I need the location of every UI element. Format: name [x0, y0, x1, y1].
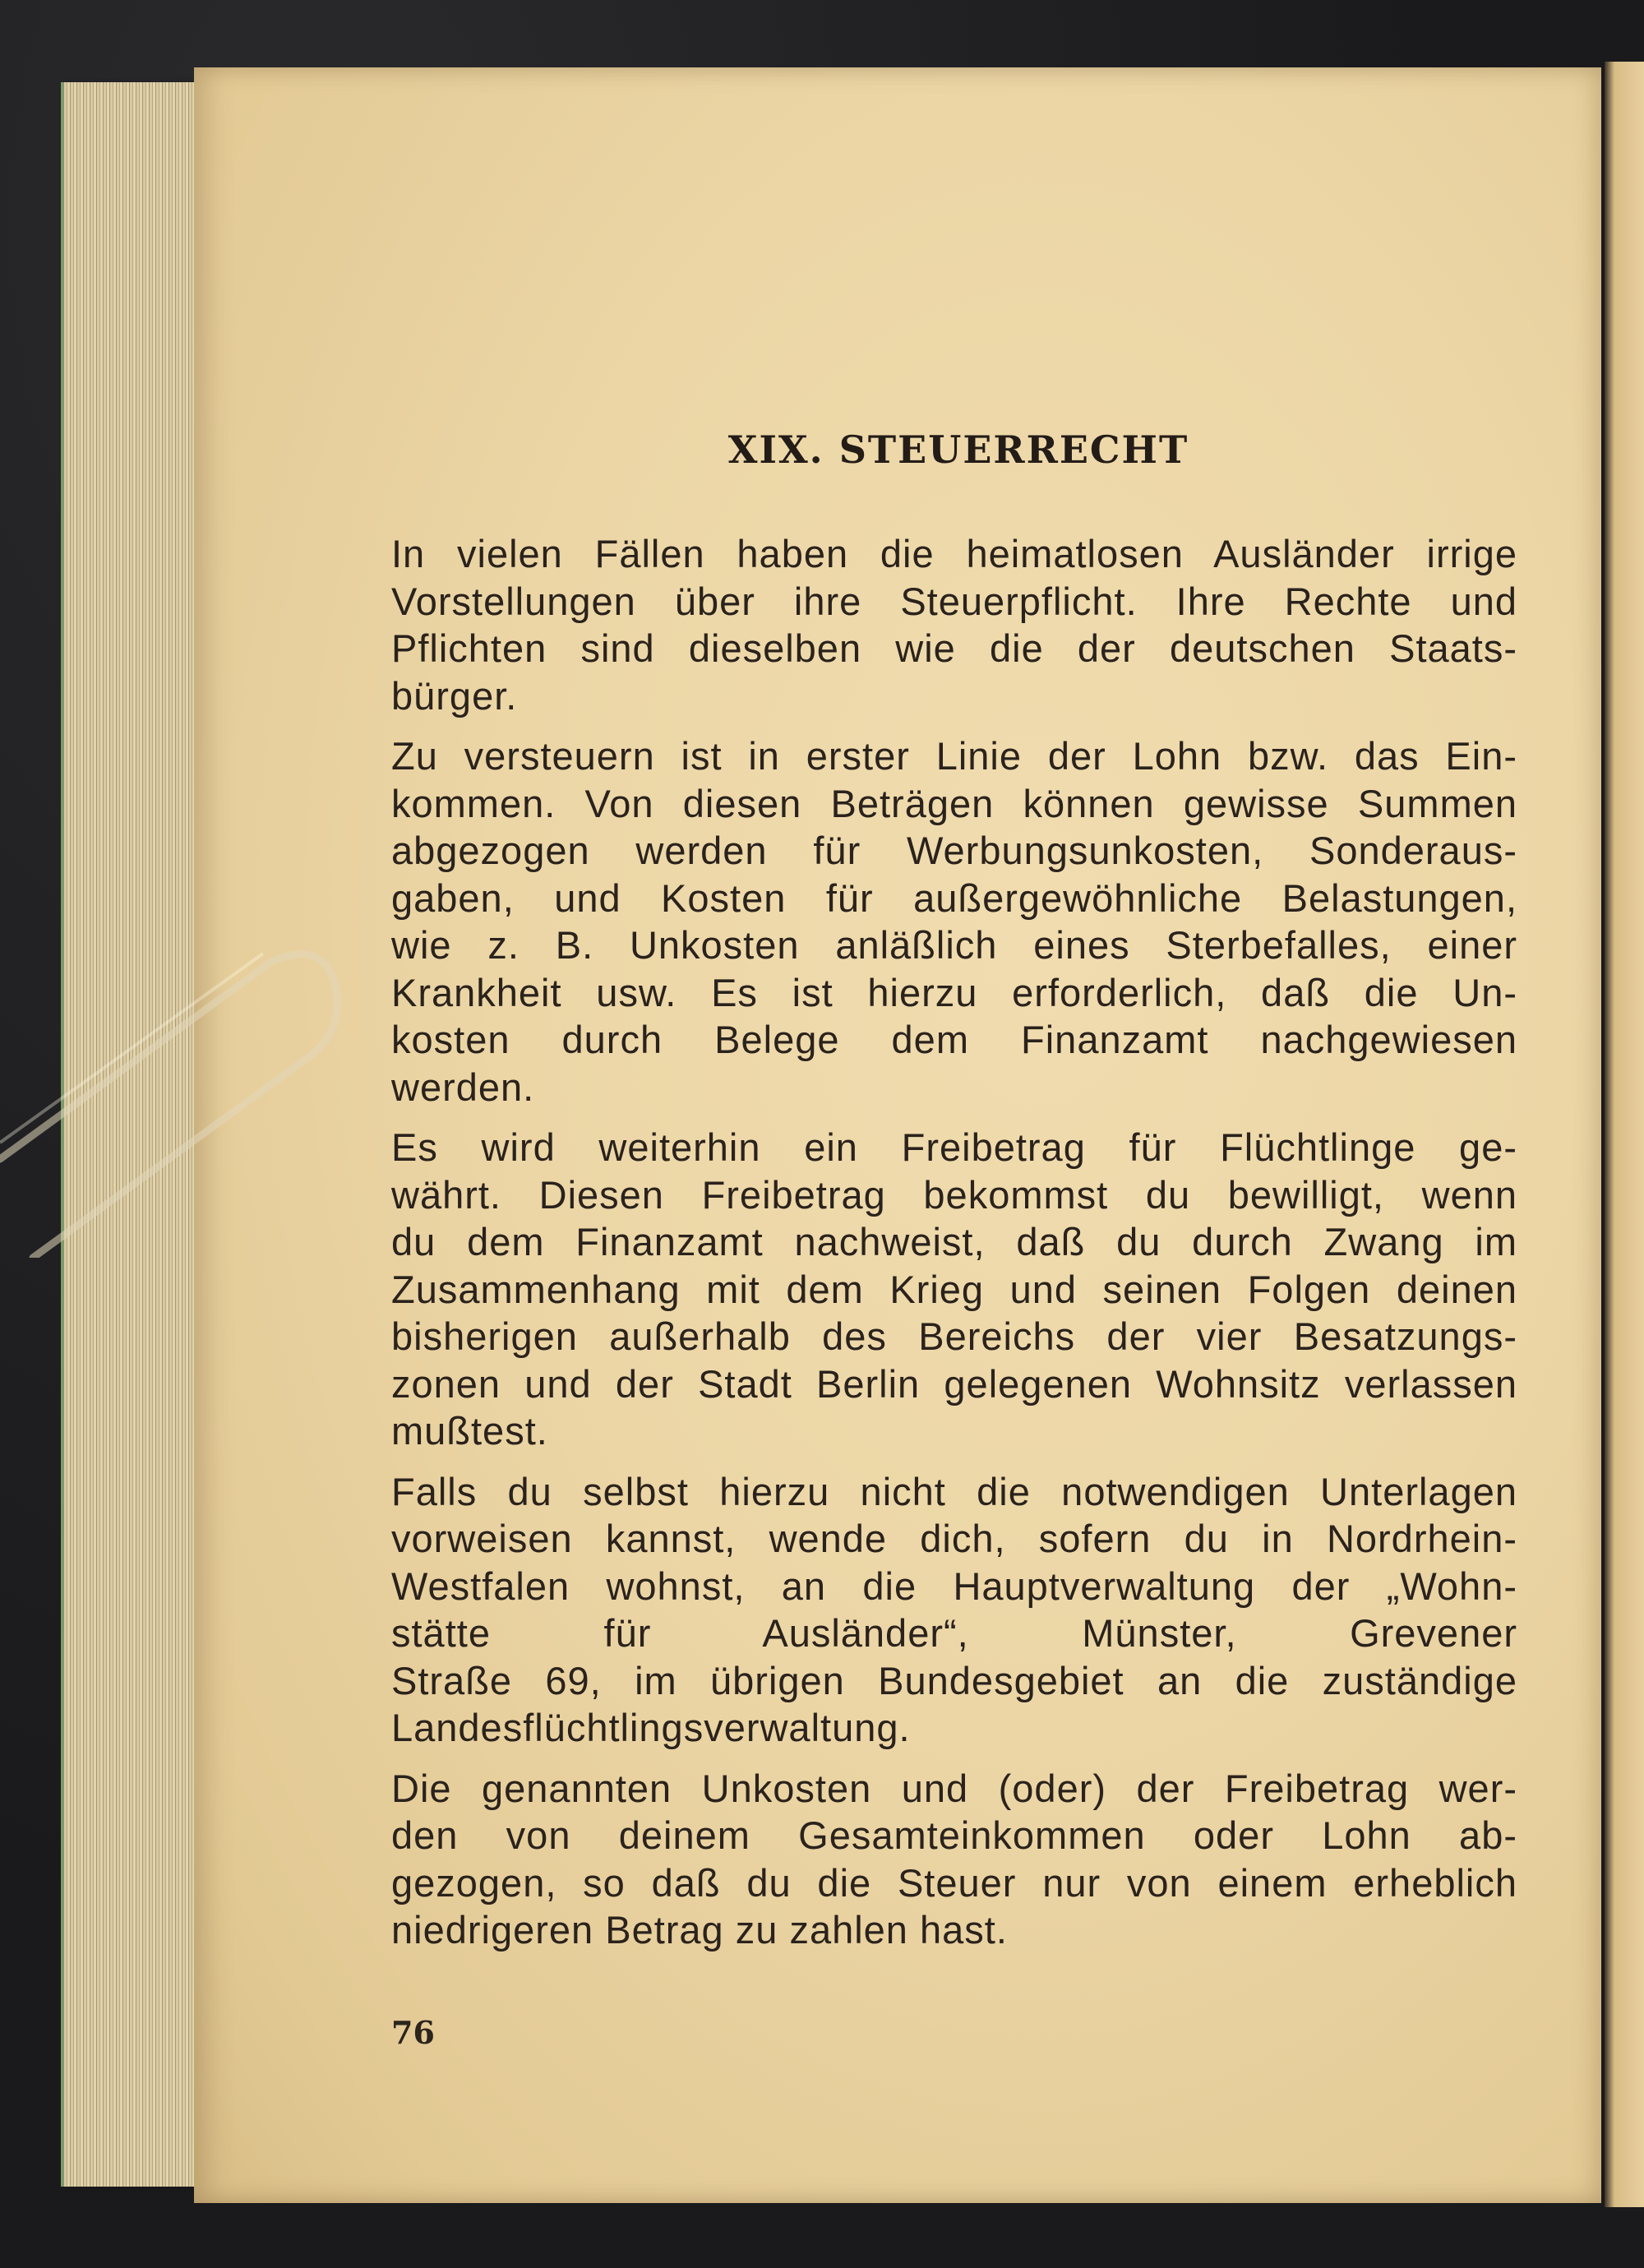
text-line: wie z. B. Unkosten anläßlich eines Sterbefalles, einer: [391, 923, 1517, 967]
paragraph-4: [391, 1468, 1517, 1752]
text-line: vorweisen kannst, wende dich, sofern du in Nordrhein-: [391, 1517, 1517, 1560]
paragraph-2: [391, 732, 1517, 1111]
paperclip-icon: [0, 945, 345, 1258]
text-line: Falls du selbst hierzu nicht die notwendigen Unterlagen: [391, 1469, 1517, 1513]
text-line: den von deinem Gesamteinkommen oder Lohn ab-: [391, 1813, 1517, 1857]
body-text: [391, 530, 1517, 1967]
text-line: abgezogen werden für Werbungsunkosten, Sonderaus-: [391, 829, 1517, 872]
text-line: Die genannten Unkosten und (oder) der Freibetrag wer-: [391, 1766, 1517, 1810]
text-line: gezogen, so daß du die Steuer nur von einem erheblich: [391, 1860, 1517, 1905]
text-line: mußtest.: [391, 1409, 548, 1453]
text-line: zonen und der Stadt Berlin gelegenen Wohnsitz verlassen: [391, 1361, 1517, 1406]
text-line: bürger.: [391, 673, 518, 718]
text-line: Es wird weiterhin ein Freibetrag für Flüchtlinge ge-: [391, 1125, 1517, 1169]
paragraph-5: [391, 1765, 1517, 1954]
text-line: währt. Diesen Freibetrag bekommst du bewilligt, wenn: [391, 1172, 1517, 1217]
text-line-spaced: stätte für Ausländer“, Münster, Grevener: [391, 1611, 1517, 1655]
text-line: werden.: [391, 1065, 535, 1109]
text-line: In vielen Fällen haben die heimatlosen Ausländer irrige: [391, 532, 1517, 575]
paragraph-1: [391, 530, 1517, 719]
page-number: 76: [391, 2014, 435, 2051]
text-line: kommen. Von diesen Beträgen können gewisse Summen: [391, 781, 1517, 825]
page-content: [391, 0, 1526, 2268]
text-line: niedrigeren Betrag zu zahlen hast.: [391, 1908, 1008, 1952]
text-line: Krankheit usw. Es ist hierzu erforderlich, daß die Un-: [391, 970, 1517, 1014]
text-line: Landesflüchtlingsverwaltung.: [391, 1706, 911, 1749]
text-line: Zusammenhang mit dem Krieg und seinen Folgen deinen: [391, 1267, 1517, 1311]
text-line: Vorstellungen über ihre Steuerpflicht. Ihre Rechte und: [391, 579, 1517, 623]
text-line: gaben, und Kosten für außergewöhnliche Belastungen,: [391, 875, 1517, 920]
text-line: Pflichten sind dieselben wie die der deutschen Staats-: [391, 626, 1517, 670]
text-line: kosten durch Belege dem Finanzamt nachgewiesen: [391, 1018, 1517, 1061]
text-line: Westfalen wohnst, an die Hauptverwaltung der „Wohn-: [391, 1564, 1517, 1608]
text-line: Straße 69, im übrigen Bundesgebiet an die zuständige: [391, 1658, 1517, 1702]
facing-page-edge: [1605, 62, 1644, 2207]
text-line: du dem Finanzamt nachweist, daß du durch Zwang im: [391, 1220, 1517, 1263]
chapter-heading: XIX. STEUERRECHT: [727, 427, 1189, 472]
paragraph-3: [391, 1124, 1517, 1455]
text-line: bisherigen außerhalb des Bereichs der vier Besatzungs-: [391, 1314, 1517, 1358]
text-line: Zu versteuern ist in erster Linie der Lohn bzw. das Ein-: [391, 734, 1517, 778]
